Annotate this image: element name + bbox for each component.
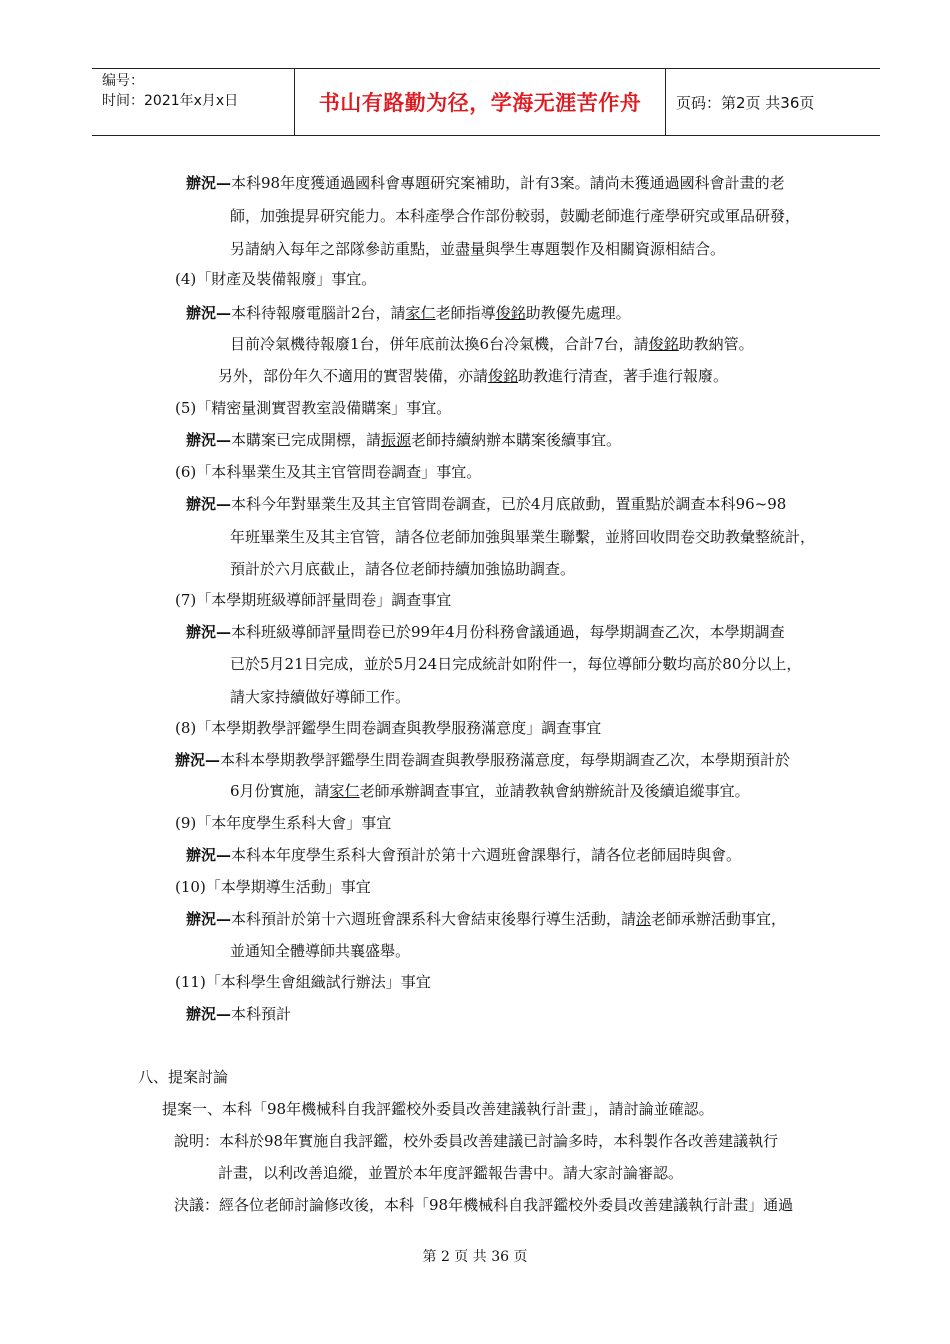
section-heading: (11)「本科學生會組織試行辦法」事宜 xyxy=(175,973,431,991)
paragraph-line: 師，加強提昇研究能力。本科產學合作部份較弱，鼓勵老師進行產學研究或軍品研發， xyxy=(230,207,801,225)
paragraph-line xyxy=(186,493,786,515)
paragraph-line xyxy=(186,908,786,930)
paragraph-line xyxy=(186,302,631,324)
line-text: 助教進行清查，著手進行報廢。 xyxy=(518,367,729,385)
paragraph-line xyxy=(186,1003,291,1025)
status-label: 辦況— xyxy=(186,846,232,864)
person-name: 涂 xyxy=(636,910,652,928)
header-motto: 书山有路勤为径，学海无涯苦作舟 xyxy=(318,91,642,115)
section-heading: (9)「本年度學生系科大會」事宜 xyxy=(175,814,392,832)
paragraph-line xyxy=(186,172,785,194)
section-heading: (10)「本學期導生活動」事宜 xyxy=(175,878,371,896)
status-label: 辦況— xyxy=(186,623,232,641)
line-text: 目前冷氣機待報廢1台，併年底前汰換6台冷氣機，合計7台，請 xyxy=(230,335,649,353)
page-header xyxy=(92,68,880,136)
line-text: 老師指導 xyxy=(435,304,496,322)
paragraph-line: 另請納入每年之部隊參訪重點，並盡量與學生專題製作及相關資源相結合。 xyxy=(230,240,726,258)
line-text: 另外，部份年久不適用的實習裝備，亦請 xyxy=(218,367,489,385)
line-text: 本購案已完成開標，請 xyxy=(231,431,382,449)
status-label: 辦況— xyxy=(186,910,232,928)
line-text: 老師承辦調查事宜，並請教執會納辦統計及後續追縱事宜。 xyxy=(359,782,750,800)
section-heading: (4)「財產及裝備報廢」事宜。 xyxy=(175,270,377,288)
status-label: 辦況— xyxy=(186,495,232,513)
person-name: 家仁 xyxy=(329,782,360,800)
person-name: 俊銘 xyxy=(648,335,679,353)
chapter-heading: 八、提案討論 xyxy=(138,1068,229,1086)
header-page-cell xyxy=(666,69,880,135)
person-name: 俊銘 xyxy=(495,304,526,322)
line-text: 6月份實施，請 xyxy=(230,782,330,800)
header-page-number: 页码：第2页 共36页 xyxy=(676,93,815,112)
section-heading: (6)「本科畢業生及其主官管問卷調查」事宜。 xyxy=(175,463,482,481)
paragraph-line xyxy=(230,333,754,355)
paragraph-line xyxy=(218,365,728,387)
paragraph-line xyxy=(186,844,741,866)
resolution-line: 決議：經各位老師討論修改後，本科「98年機械科自我評鑑校外委員改善建議執行計畫」通過 xyxy=(174,1196,794,1214)
person-name: 俊銘 xyxy=(488,367,519,385)
line-text: 本科預計 xyxy=(231,1005,292,1023)
status-label: 辦況— xyxy=(175,751,221,769)
line-text: 老師承辦活動事宜， xyxy=(651,910,787,928)
person-name: 振源 xyxy=(381,431,412,449)
paragraph-line xyxy=(230,780,750,802)
line-text: 本科今年對畢業生及其主官管問卷調查，已於4月底啟動，置重點於調查本科96~98 xyxy=(231,495,787,513)
status-label: 辦況— xyxy=(186,1005,232,1023)
line-text: 老師持續納辦本購案後續事宜。 xyxy=(411,431,622,449)
line-text: 本科本學期教學評鑑學生問卷調查與教學服務滿意度，每學期調查乙次，本學期預計於 xyxy=(220,751,791,769)
section-heading: (7)「本學期班級導師評量問卷」調查事宜 xyxy=(175,591,452,609)
status-label: 辦況— xyxy=(186,304,232,322)
line-text: 助教優先處理。 xyxy=(525,304,631,322)
paragraph-line: 年班畢業生及其主官管，請各位老師加強與畢業生聯繫，並將回收問卷交助教彙整統計， xyxy=(230,528,816,546)
paragraph-line: 預計於六月底截止，請各位老師持續加強協助調查。 xyxy=(230,560,576,578)
explanation-line: 計畫，以利改善追縱，並置於本年度評鑑報告書中。請大家討論審認。 xyxy=(218,1164,684,1182)
explanation-line: 說明：本科於98年實施自我評鑑，校外委員改善建議已討論多時，本科製作各改善建議執行 xyxy=(174,1132,779,1150)
footer-page-number: 第 2 页 共 36 页 xyxy=(422,1249,528,1265)
document-number-label: 编号： xyxy=(102,73,144,89)
header-meta xyxy=(92,69,294,135)
paragraph-line: 已於5月21日完成，並於5月24日完成統計如附件一，每位導師分數均高於80分以上， xyxy=(230,655,802,673)
document-time-label: 时间：2021年x月x日 xyxy=(102,93,239,109)
section-heading: (8)「本學期教學評鑑學生問卷調查與教學服務滿意度」調查事宜 xyxy=(175,719,602,737)
section-heading: (5)「精密量測實習教室設備購案」事宜。 xyxy=(175,399,452,417)
header-motto-cell xyxy=(294,69,666,135)
status-label: 辦況— xyxy=(186,174,232,192)
line-text: 助教納管。 xyxy=(678,335,754,353)
line-text: 本科本年度學生系科大會預計於第十六週班會課舉行，請各位老師屆時與會。 xyxy=(231,846,742,864)
line-text: 本科98年度獲通過國科會專題研究案補助，計有3案。請尚未獲通過國科會計畫的老 xyxy=(231,174,785,192)
page-footer xyxy=(0,1246,950,1266)
proposal-line: 提案一、本科「98年機械科自我評鑑校外委員改善建議執行計畫」，請討論並確認。 xyxy=(162,1100,714,1118)
paragraph-line xyxy=(186,429,621,451)
status-label: 辦況— xyxy=(186,431,232,449)
person-name: 家仁 xyxy=(405,304,436,322)
line-text: 本科班級導師評量問卷已於99年4月份科務會議通過，每學期調查乙次，本學期調查 xyxy=(231,623,785,641)
paragraph-line xyxy=(175,749,790,771)
line-text: 本科預計於第十六週班會課系科大會結束後舉行導生活動，請 xyxy=(231,910,637,928)
paragraph-line: 並通知全體導師共襄盛舉。 xyxy=(230,942,411,960)
line-text: 本科待報廢電腦計2台，請 xyxy=(231,304,406,322)
paragraph-line: 請大家持續做好導師工作。 xyxy=(230,688,411,706)
paragraph-line xyxy=(186,621,785,643)
